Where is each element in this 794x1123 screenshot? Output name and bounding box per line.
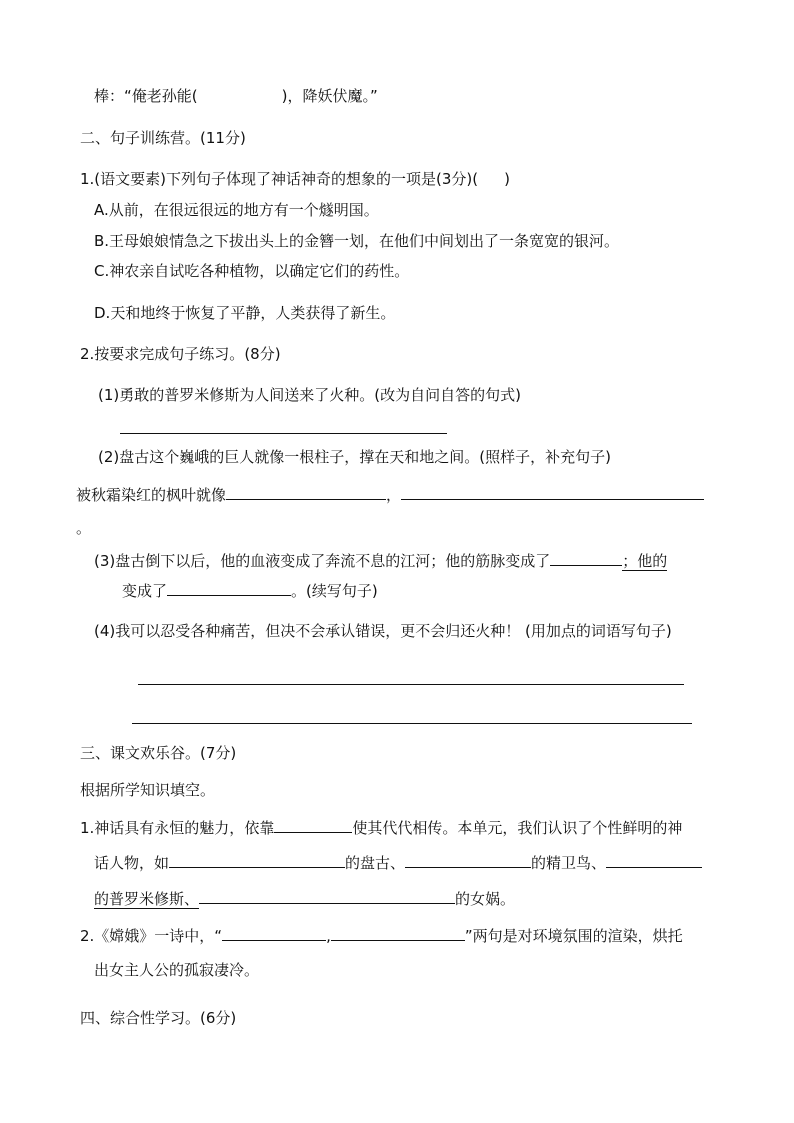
wukong-suffix: )，降妖伏魔。” (281, 87, 378, 105)
s3-q1-blank-1[interactable] (274, 817, 352, 833)
s2-q2-s2-blank-1[interactable] (226, 484, 386, 500)
s2-q2-s4-answer-line-1[interactable] (138, 684, 684, 685)
s3-q1-text-a: 1.神话具有永恒的魅力，依靠 (80, 819, 275, 837)
s2-q2-s3-blank-1[interactable] (550, 550, 622, 566)
s2-q2-s2-blank-2[interactable] (401, 484, 704, 500)
s3-q2-text-a: 2.《嫦娥》一诗中，“ (80, 927, 223, 945)
s2-q2-s1: (1)勇敢的普罗米修斯为人间送来了火种。(改为自问自答的句式) (98, 386, 521, 404)
s3-q2-text-c: ”两句是对环境氛围的渲染，烘托 (464, 927, 683, 945)
s3-q2-text-b: , (326, 927, 331, 945)
s2-q2-s2-fill-line (76, 484, 704, 505)
s2-q1-option-d[interactable]: D.天和地终于恢复了平静，人类获得了新生。 (94, 304, 396, 322)
s2-q2-s3-text-a: (3)盘古倒下以后，他的血液变成了奔流不息的江河；他的筋脉变成了 (94, 552, 551, 570)
s2-q2-s2-prefix: 被秋霜染红的枫叶就像 (76, 486, 227, 504)
s3-q1-text-b: 使其代代相传。本单元，我们认识了个性鲜明的神 (352, 819, 683, 837)
section3-title: 三、课文欢乐谷。(7分) (80, 744, 237, 762)
s3-q2-line2: 出女主人公的孤寂凄冷。 (94, 961, 260, 979)
s3-q1-blank-3[interactable] (405, 852, 531, 868)
s3-q1-line3 (94, 888, 515, 909)
s3-q1-blank-2[interactable] (169, 852, 345, 868)
s3-q1-line1 (80, 817, 682, 838)
s3-q2-blank-1[interactable] (222, 925, 326, 941)
s2-q2-s4-answer-line-2[interactable] (132, 723, 692, 724)
s2-q2-s3-line2 (122, 580, 378, 601)
s2-q1-option-a[interactable]: A.从前，在很远很远的地方有一个燧明国。 (94, 201, 379, 219)
s2-q2-s3-text-b: ；他的 (622, 552, 668, 570)
section3-intro: 根据所学知识填空。 (80, 781, 216, 799)
s2-q1-option-c[interactable]: C.神农亲自试吃各种植物，以确定它们的药性。 (94, 262, 410, 280)
s2-q2-s2: (2)盘古这个巍峨的巨人就像一根柱子，撑在天和地之间。(照样子，补充句子) (98, 448, 611, 466)
wukong-prefix: 棒：“俺老孙能( (94, 87, 198, 105)
s2-q2-s2-comma: ， (386, 486, 402, 504)
s2-q1-stem (80, 169, 510, 189)
wukong-line (94, 86, 378, 106)
s2-q2-stem: 2.按要求完成句子练习。(8分) (80, 345, 281, 363)
s3-q1-text-g: 的女娲。 (455, 890, 516, 908)
s3-q1-text-f: 的普罗米修斯、 (94, 890, 200, 908)
s2-q2-s3-line1 (94, 550, 667, 571)
s3-q2-blank-2[interactable] (331, 925, 465, 941)
s3-q1-line2 (94, 852, 702, 873)
s2-q2-s3-text-c: 变成了 (122, 582, 168, 600)
s2-q2-s4: (4)我可以忍受各种痛苦，但决不会承认错误，更不会归还火种！ (用加点的词语写句子) (94, 622, 672, 640)
section2-title: 二、句子训练营。(11分) (80, 129, 246, 147)
s3-q1-text-e: 的精卫鸟、 (531, 854, 607, 872)
section4-title: 四、综合性学习。(6分) (80, 1009, 237, 1027)
s3-q1-blank-4[interactable] (606, 852, 702, 868)
s3-q1-text-d: 的盘古、 (345, 854, 406, 872)
s2-q1-stem-text: 1.(语文要素)下列句子体现了神话神奇的想象的一项是(3分)( (80, 170, 479, 188)
s2-q1-option-b[interactable]: B.王母娘娘情急之下拔出头上的金簪一划，在他们中间划出了一条宽宽的银河。 (94, 232, 620, 250)
s2-q2-s3-text-d: 。(续写句子) (291, 582, 378, 600)
s2-q2-s2-period: 。 (76, 519, 92, 537)
s3-q2-line1 (80, 925, 683, 946)
s2-q2-s1-answer-line[interactable] (120, 433, 447, 434)
s3-q1-blank-5[interactable] (199, 888, 455, 904)
s2-q2-s3-blank-2[interactable] (167, 580, 291, 596)
s2-q1-paren-close: ) (504, 170, 510, 188)
s3-q1-text-c: 话人物，如 (94, 854, 170, 872)
